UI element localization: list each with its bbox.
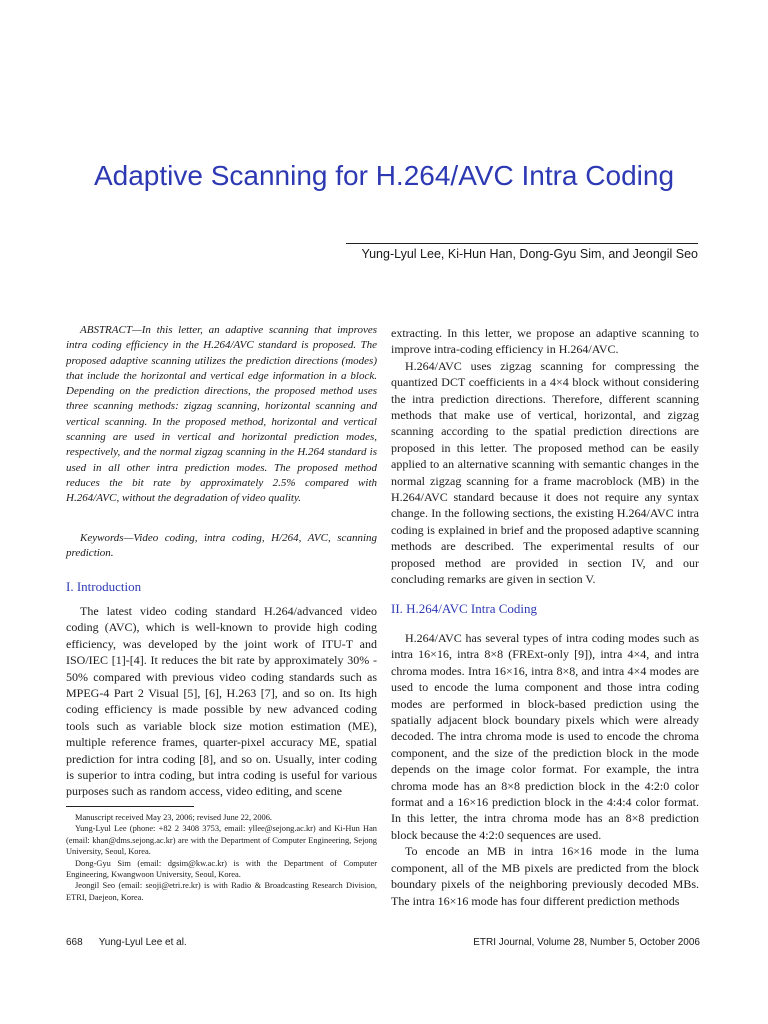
footnote-lee-han: Yung-Lyul Lee (phone: +82 2 3408 3753, email: yllee@sejong.ac.kr) and Ki-Hun Han (email: khan@dms.sejong.ac.kr) are with the Department of Computer Engineering, Sejong University, Seoul, Korea. [66, 824, 377, 857]
page-footer-left [66, 937, 187, 948]
section-heading-introduction: I. Introduction [66, 579, 142, 594]
journal-citation: ETRI Journal, Volume 28, Number 5, October 2006 [473, 937, 700, 948]
title-rule [346, 243, 698, 244]
footnote-received: Manuscript received May 23, 2006; revised June 22, 2006. [75, 813, 273, 822]
intra-coding-paragraph-1: H.264/AVC has several types of intra coding modes such as intra 16×16, intra 8×8 (FRExt-only [9]), intra 4×4, and intra chroma modes. Intra 16×16, intra 8×8, and intra 4×4 modes are used to encode the luma component and those intra coding modes are performed in block-based prediction using the spatially adjacent block boundary pixels which were already decoded. The intra chroma mode is used to encode the chroma component, and the size of the prediction block in the mode depends on the image color format. For example, the intra chroma mode has an 8×8 prediction block in the 4:2:0 color format and a 16×16 prediction block in the 4:4:4 color format. In this letter, the intra chroma mode has an 8×8 prediction block because the 4:2:0 sequences are used. [391, 631, 699, 842]
abstract: ABSTRACT—In this letter, an adaptive scanning that improves intra coding efficiency in the H.264/AVC standard is proposed. The proposed adaptive scanning utilizes the prediction directions (modes) that include the horizontal and vertical edge information in a block. Depending on the prediction directions, the proposed method uses three scanning methods: zigzag scanning, horizontal scanning and vertical scanning. In the proposed method, horizontal and vertical scanning are used in vertical and horizontal prediction modes, respectively, and the normal zigzag scanning in the H.264 standard is used in all other intra prediction modes. The proposed method reduces the bit rate by approximately 2.5% compared with H.264/AVC, without the degradation of video quality. [66, 324, 377, 505]
page-number: 668 [66, 937, 83, 948]
footnote-sim: Dong-Gyu Sim (email: dgsim@kw.ac.kr) is with the Department of Computer Engineering, Kwangwoon University, Seoul, Korea. [66, 858, 377, 880]
section-heading-intra-coding: II. H.264/AVC Intra Coding [391, 601, 538, 616]
intra-coding-paragraph-2: To encode an MB in intra 16×16 mode in the luma component, all of the MB pixels are predicted from the block boundary pixels of the neighboring previously decoded MBs. The intra 16×16 mode has four different prediction methods [391, 844, 699, 908]
running-author: Yung-Lyul Lee et al. [98, 937, 187, 948]
introduction-paragraph: The latest video coding standard H.264/advanced video coding (AVC), which is well-known to provide high coding efficiency, was developed by the joint work of ITU-T and ISO/IEC [1]-[4]. It reduces the bit rate by approximately 30% - 50% compared with previous video coding standards such as MPEG-4 Part 2 Visual [5], [6], H.263 [7], and so on. Its high coding efficiency is made possible by new advanced coding tools such as variable block size motion estimation (ME), multiple reference frames, quarter-pixel accuracy ME, spatial prediction for intra coding [8], and so on. Usually, inter coding is superior to intra coding, but intra coding is useful for various purposes such as random access, video editing, and scene [66, 604, 377, 799]
keywords: Keywords—Video coding, intra coding, H/264, AVC, scanning prediction. [66, 532, 377, 560]
intro-paragraph-2: H.264/AVC uses zigzag scanning for compressing the quantized DCT coefficients in a 4×4 block without considering the intra prediction directions. Therefore, different scanning methods that make use of vertical, horizontal, and zigzag scanning according to the spatial prediction directions are proposed in this letter. The proposed method can be easily applied to an alternative scanning with semantic changes in the normal zigzag scanning for a frame macroblock (MB) in the H.264/AVC standard because it does not require any syntax change. In the following sections, the existing H.264/AVC intra coding is explained in brief and the proposed adaptive scanning methods are described. The experimental results of our proposed method are provided in section IV, and our concluding remarks are given in section V. [391, 358, 699, 587]
footnote-seo: Jeongil Seo (email: seoji@etri.re.kr) is with Radio & Broadcasting Research Division, ETRI, Daejeon, Korea. [66, 881, 377, 902]
intra-coding-body [391, 630, 699, 909]
introduction-body [66, 603, 377, 800]
intro-continuation-paragraph: extracting. In this letter, we propose an adaptive scanning to improve intra-coding efficiency in H.264/AVC. [391, 326, 699, 357]
right-column-intro [391, 325, 699, 588]
footnote-rule [66, 806, 194, 807]
author-list: Yung-Lyul Lee, Ki-Hun Han, Dong-Gyu Sim, and Jeongil Seo [361, 247, 698, 261]
paper-title: Adaptive Scanning for H.264/AVC Intra Coding [93, 160, 675, 191]
footnotes [66, 812, 377, 903]
